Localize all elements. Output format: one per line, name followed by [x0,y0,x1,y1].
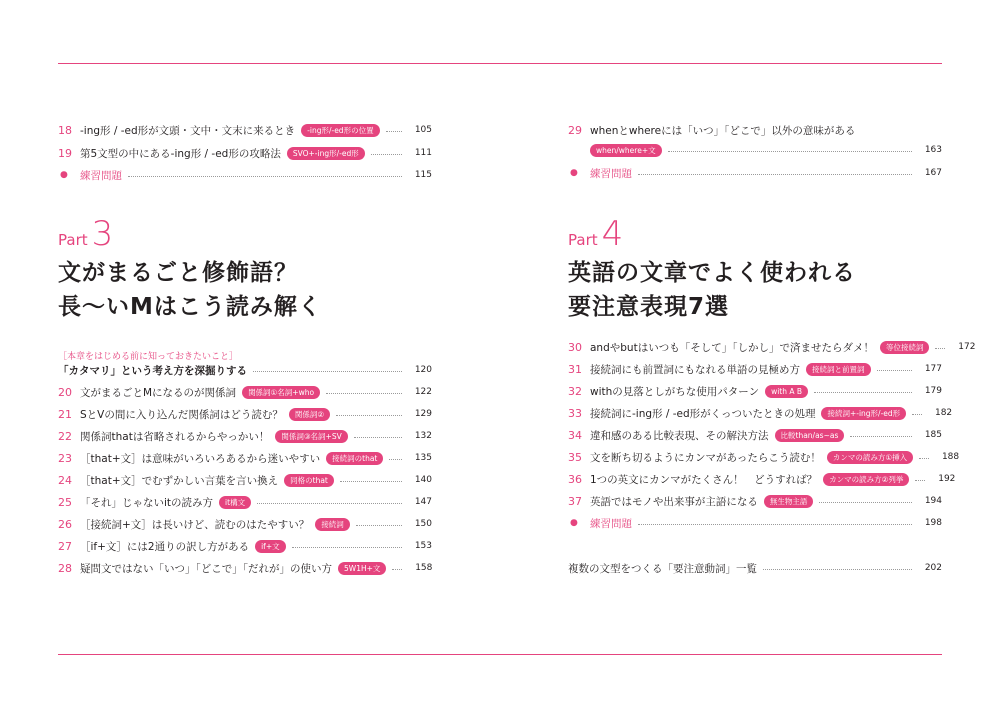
page-number: 177 [924,364,942,374]
leader-dots [392,569,402,570]
page-number: 185 [924,430,942,440]
entry-number: 35 [568,450,582,464]
entry-title: 接続詞にも前置詞にもなれる単語の見極め方 [590,363,800,376]
toc-entry[interactable] [58,383,432,401]
entry-title: 疑問文ではない「いつ」「どこで」「だれが」の使い方 [80,562,332,575]
toc-entry[interactable] [58,471,432,489]
entry-number: 18 [58,123,72,137]
topic-badge: 無生物主語 [764,495,814,508]
entry-number: 22 [58,429,72,443]
page-number: 158 [415,563,433,573]
entry-title: SとVの間に入り込んだ関係詞はどう読む？ [80,408,283,421]
entry-number: 36 [568,472,582,486]
page-number: 115 [414,170,432,180]
exercise-label: 練習問題 [590,167,632,180]
entry-number: 30 [568,340,582,354]
part-label [568,214,623,254]
toc-entry[interactable] [58,493,432,511]
part-label [58,214,113,254]
topic-badge: -ing形/-ed形の位置 [301,124,379,137]
toc-entry[interactable] [568,448,960,466]
entry-title: 「カタマリ」という考え方を深掘りする [58,364,247,377]
leader-dots [638,524,912,525]
topic-badge: 接続詞と前置詞 [806,363,871,376]
leader-dots [386,131,402,132]
leader-dots [915,480,925,481]
leader-dots [935,348,945,349]
left-column [58,0,432,710]
entry-title: ［that+文］は意味がいろいろあるから迷いやすい [80,452,321,465]
leader-dots [919,458,929,459]
entry-title: 複数の文型をつくる「要注意動詞」一覧 [568,562,757,575]
page-number: 153 [414,541,432,551]
page-number: 172 [958,342,976,352]
toc-entry[interactable] [568,492,942,510]
leader-dots [356,525,402,526]
topic-badge: 関係詞② [289,408,330,421]
leader-dots [763,569,912,570]
entry-title: ［接続詞+文］は長いけど、読むのはたやすい？ [80,518,310,531]
entry-number: 33 [568,406,582,420]
page-number: 140 [414,475,432,485]
page-number: 147 [414,497,432,507]
topic-badge: カンマの読み方②列挙 [823,473,909,486]
entry-title: 接続詞に-ing形 / -ed形がくっついたときの処理 [590,407,816,420]
part-number: 3 [91,214,114,254]
toc-entry[interactable] [58,515,432,533]
page-number: 167 [924,168,942,178]
toc-entry[interactable] [568,426,942,444]
entry-title: 関係詞thatは省略されるからやっかい！ [80,430,270,443]
topic-badge: when/where+文 [590,144,662,157]
page-number: 105 [414,125,432,135]
leader-dots [668,151,912,152]
toc-entry[interactable] [568,404,953,422]
leader-dots [128,176,402,177]
entry-number: 21 [58,407,72,421]
exercise-label: 練習問題 [590,517,632,530]
page-number: 202 [924,563,942,573]
toc-entry[interactable] [58,427,432,445]
exercise-entry[interactable] [568,164,942,182]
exercise-entry[interactable] [568,514,942,532]
entry-title: andやbutはいつも「そして」「しかし」で済ませたらダメ！ [590,341,874,354]
topic-badge: 等位接続詞 [880,341,930,354]
entry-title: 「それ」じゃないitの読み方 [80,496,214,509]
page-number: 163 [924,145,942,155]
entry-number: 27 [58,539,72,553]
heading-line: 長～いMはこう読み解く [58,294,322,320]
topic-badge: 接続詞+-ing形/-ed形 [821,407,906,420]
appendix-entry[interactable] [568,559,942,577]
part-word: Part [58,231,88,249]
topic-badge: 同格のthat [284,474,334,487]
bullet-icon: ● [570,168,578,178]
leader-dots [257,503,402,504]
entry-number: 19 [58,146,72,160]
entry-title: ［that+文］でむずかしい言葉を言い換え [80,474,279,487]
topic-badge: SVO+-ing形/-ed形 [287,147,365,160]
toc-entry[interactable] [58,144,432,162]
topic-badge: with A B [765,385,808,398]
entry-title: -ing形 / -ed形が文頭・文中・文末に来るとき [80,124,296,137]
entry-number: 29 [568,123,582,137]
topic-badge: it構文 [219,496,251,509]
leader-dots [336,415,402,416]
entry-number: 37 [568,494,582,508]
exercise-entry[interactable] [58,166,432,184]
leader-dots [389,459,402,460]
entry-number: 31 [568,362,582,376]
leader-dots [371,154,402,155]
page-number: 194 [924,496,942,506]
heading-line: 文がまるごと修飾語？ [58,260,298,286]
page-number: 182 [934,408,953,418]
leader-dots [292,547,402,548]
toc-entry-title-line[interactable] [568,121,942,139]
topic-badge: if+文 [255,540,286,553]
leader-dots [814,392,912,393]
page-number: 198 [924,518,942,528]
entry-title: 1つの英文にカンマがたくさん！ どうすれば？ [590,473,818,486]
leader-dots [819,502,912,503]
topic-badge: カンマの読み方①挿入 [827,451,913,464]
leader-dots [354,437,402,438]
leader-dots [850,436,912,437]
entry-title: 文がまるごとMになるのが関係詞 [80,386,237,399]
page-number: 122 [414,387,432,397]
page-number: 132 [414,431,432,441]
entry-number: 25 [58,495,72,509]
topic-badge: 関係詞①名詞+who [242,386,320,399]
page-number: 135 [414,453,432,463]
part-heading [58,256,322,324]
toc-entry[interactable] [568,470,956,488]
right-column [568,0,976,710]
heading-line: 英語の文章でよく使われる [568,260,856,286]
leader-dots [638,174,912,175]
toc-entry[interactable] [58,121,432,139]
entry-title: 文を断ち切るようにカンマがあったらこう読む！ [590,451,821,464]
leader-dots [253,371,402,372]
leader-dots [912,414,922,415]
entry-number: 34 [568,428,582,442]
entry-number: 20 [58,385,72,399]
page-number: 179 [924,386,942,396]
entry-title: 第5文型の中にある-ing形 / -ed形の攻略法 [80,147,281,160]
toc-entry-badge-line[interactable] [568,141,942,159]
topic-badge: 関係詞③名詞+SV [275,430,347,443]
toc-entry[interactable] [568,360,942,378]
part-heading [568,256,856,324]
page-number: 150 [414,519,432,529]
entry-number: 28 [58,561,72,575]
topic-badge: 比較than/as~as [775,429,845,442]
page-number: 188 [941,452,960,462]
toc-entry[interactable] [58,361,432,379]
bullet-icon: ● [60,170,68,180]
toc-entry[interactable] [568,382,942,400]
leader-dots [877,370,913,371]
topic-badge: 接続詞 [315,518,350,531]
topic-badge: 接続詞のthat [326,452,383,465]
toc-entry[interactable] [58,405,432,423]
topic-badge: 5W1H+文 [338,562,386,575]
page-number: 192 [938,474,956,484]
page-number: 129 [414,409,432,419]
entry-title: 違和感のある比較表現、その解決方法 [590,429,769,442]
exercise-label: 練習問題 [80,169,122,182]
toc-entry[interactable] [58,449,432,467]
toc-entry[interactable] [58,537,432,555]
part-number: 4 [601,214,624,254]
entry-title: ［if+文］には2通りの訳し方がある [80,540,250,553]
entry-number: 23 [58,451,72,465]
bullet-icon: ● [570,518,578,528]
leader-dots [340,481,402,482]
part-word: Part [568,231,598,249]
entry-title: withの見落としがちな使用パターン [590,385,760,398]
leader-dots [326,393,402,394]
toc-entry[interactable] [568,338,976,356]
page-number: 111 [414,148,432,158]
toc-entry[interactable] [58,559,432,577]
entry-number: 32 [568,384,582,398]
entry-title: whenとwhereには「いつ」「どこで」以外の意味がある [590,124,856,137]
chapter-note: ［本章をはじめる前に知っておきたいこと］ [58,352,239,362]
entry-number: 24 [58,473,72,487]
page-number: 120 [414,365,432,375]
entry-title: 英語ではモノや出来事が主語になる [590,495,758,508]
entry-number: 26 [58,517,72,531]
heading-line: 要注意表現7選 [568,294,730,320]
